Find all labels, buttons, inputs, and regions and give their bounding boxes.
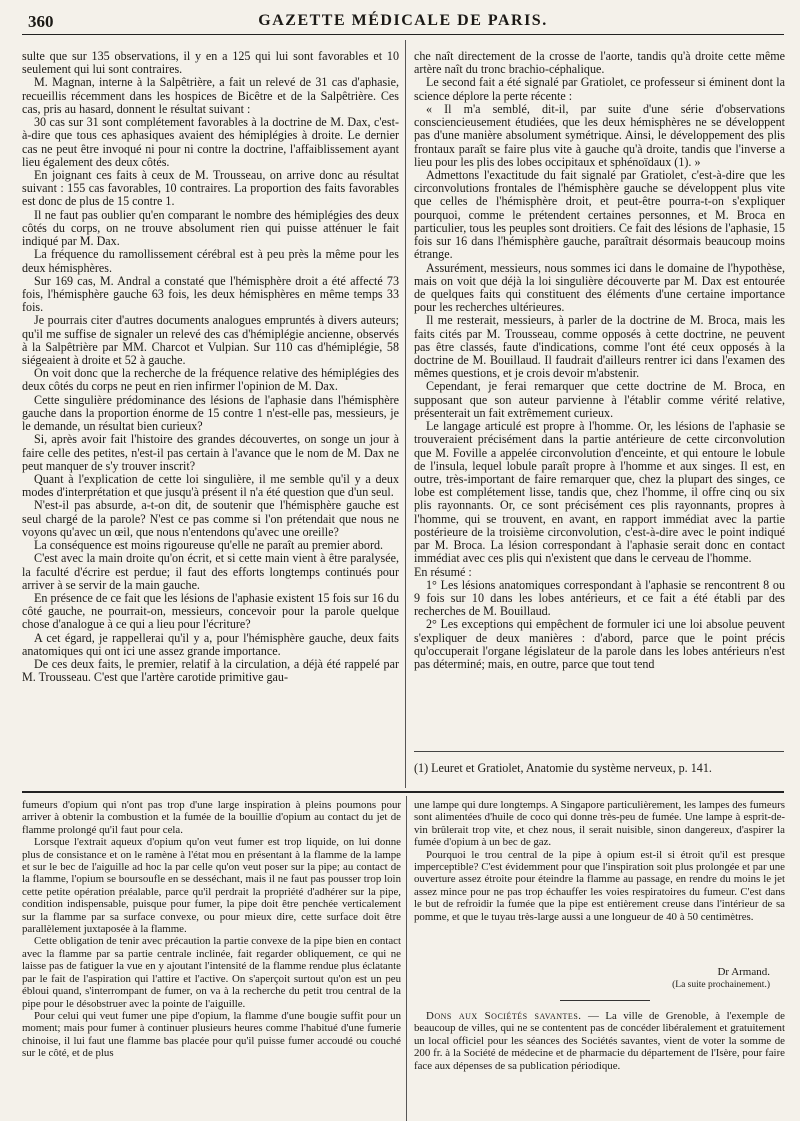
paragraph: Quant à l'explication de cette loi singulière, il me semble qu'il y a deux modes d'interprétation et que jusqu'à présent il n'a été question que d'un seul. xyxy=(22,472,399,500)
paragraph: M. Magnan, interne à la Salpêtrière, a fait un relevé de 31 cas d'aphasie, recueillis récemment dans les hospices de Bicêtre et de la Salpêtrière. Ces cas, pris au hasard, donnent le résultat suivant : xyxy=(22,75,399,116)
paragraph: Admettons l'exactitude du fait signalé par Gratiolet, c'est-à-dire que les circonvolutions frontales de l'hémisphère gauche se développent plus vite que celles de l'hémisphère droit, et peut-être pourra-t-on s'expliquer pourquoi, comme le prétendent certaines personnes, et M. Broca en particulier, tous les peuples sont droitiers. Ce fait des lésions de l'aphasie, 15 fois sur 16 dans l'hémisphère gauche, paraîtrait désormais beaucoup moins étrange. xyxy=(414,167,785,262)
lower-right-column xyxy=(414,799,785,979)
paragraph: En résumé : xyxy=(414,564,472,579)
lower-left-column xyxy=(22,799,401,1121)
paragraph: sulte que sur 135 observations, il y en a 125 qui lui sont favorables et 10 seulement qui lui sont contraires. xyxy=(22,50,399,77)
paragraph: En joignant ces faits à ceux de M. Trousseau, on arrive donc au résultat suivant : 155 cas favorables, 10 contraires. La proportion des faits favorables est donc de plus de 15 contre 1. xyxy=(22,167,399,209)
paragraph: Cette obligation de tenir avec précaution la partie convexe de la pipe bien en contact avec la flamme par sa partie centrale inclinée, fait regarder obliquement, ce qui ne laisse pas de fatiguer la vue en y ajoutant l'intensité de la flamme rendue plus éclatante par le fait de l'aspiration qui l'attire et l'active. On s'aperçoit surtout qu'on est un peu ébloui quand, s'interrompant de fumer, on va à la recherche du petit trou central de la pipe pour le désobstruer avec la pointe de l'aiguille. xyxy=(22,935,401,1010)
page-header xyxy=(22,12,784,35)
paragraph: En présence de ce fait que les lésions de l'aphasie existent 15 fois sur 16 du côté gauche, ne pourrait-on, messieurs, concevoir pour la parole quelque chose d'analogue à ce qui a lieu pour l'écriture? xyxy=(22,590,399,632)
paragraph: De ces deux faits, le premier, relatif à la circulation, a déjà été rappelé par M. Trousseau. C'est que l'artère carotide primitive gau- xyxy=(22,657,399,685)
page-number: 360 xyxy=(28,12,54,31)
paragraph: Si, après avoir fait l'histoire des grandes découvertes, on songe un jour à faire celle des petites, n'est-il pas certain à l'avance que le nom de M. Dax ne peut manquer de s'y trouver inscrit? xyxy=(22,432,399,473)
paragraph: Pourquoi le trou central de la pipe à opium est-il si étroit qu'il est presque imperceptible? C'est évidemment pour que l'inspiration soit plus prolongée et par une ouverture assez étroite pour éteindre la flamme au passage, en rendre du moins le jet assez mince pour ne pas trop échauffer les voies respiratoires du fumeur. C'est dans le but de refroidir la fumée que la pipe est entièrement creuse dans l'intérieur de sa pomme, et que le tuyau très-large aussi a une longueur de 40 à 50 centimètres. xyxy=(414,848,785,923)
paragraph: 30 cas sur 31 sont complétement favorables à la doctrine de M. Dax, c'est-à-dire que tous ces aphasiques avaient des hémiplégies à droite. Le dernier cas ne peut être invoqué ni pour ni contre la doctrine, l'affaiblissement ayant lieu également des deux côtés. xyxy=(22,115,399,169)
notice-paragraph xyxy=(414,1010,785,1072)
paragraph: Il ne faut pas oublier qu'en comparant le nombre des hémiplégies des deux côtés du corps, on ne trouve absolument rien qui puisse atténuer le fait indiqué par M. Dax. xyxy=(22,207,399,249)
section-rule xyxy=(22,791,784,793)
paragraph: Le langage articulé est propre à l'homme. Or, les lésions de l'aphasie se trouveraient précisément dans la partie antérieure de cette circonvolution que M. Foville a appelée circonvolution d'enceinte, et qui entoure le lobule de l'insula, lequel lobule paraît propre à l'homme et aux singes. Il est, en outre, très-important de faire remarquer que, chez la plupart des singes, ce lobe est complétement lisse, tandis que, chez l'homme, il offre cinq ou six plis rayonnants. Or, ce sont précisément ces plis rayonnants, propres à l'homme, qui se trouvent, en avant, en rapport immédiat avec la partie postérieure de la troisième circonvolution, c'est-à-dire avec le point indiqué par M. Broca. La lésion correspondant à l'aphasie serait donc en contact immédiat avec ces plis qui n'existent que dans le cerveau de l'homme. xyxy=(414,419,785,566)
paragraph: Cependant, je ferai remarquer que cette doctrine de M. Broca, en supposant que son auteur parvienne à l'établir comme vérité relative, présenterait un fait extrêmement curieux. xyxy=(414,379,785,420)
upper-right-column xyxy=(414,50,785,750)
paragraph: A cet égard, je rappellerai qu'il y a, pour l'hémisphère gauche, deux faits anatomiques qui ont ici une assez grande importance. xyxy=(22,630,399,658)
column-divider xyxy=(406,796,407,1121)
paragraph: On voit donc que la recherche de la fréquence relative des hémiplégies des deux côtés du corps ne peut en rien infirmer l'opinion de M. Dax. xyxy=(22,366,399,394)
paragraph: 2° Les exceptions qui empêchent de formuler ici une loi absolue peuvent s'expliquer de deux manières : d'abord, parce que le point précis qu'occuperait l'organe législateur de la parole dans les lobes antérieurs n'est pas déterminé; mais, en outre, parce que tout tend xyxy=(414,617,785,672)
paragraph: 1° Les lésions anatomiques correspondant à l'aphasie se rencontrent 8 ou 9 fois sur 10 dans les lobes antérieurs, et ce fait a été établi par des recherches de M. Bouillaud. xyxy=(414,577,785,619)
paragraph: fumeurs d'opium qui n'ont pas trop d'une large inspiration à pleins poumons pour arriver à obtenir la combustion et la fumée de la bouillie d'opium au contact du jet de flamme prolongé qu'il faut pour cela. xyxy=(22,799,401,836)
footnote-rule xyxy=(414,751,784,752)
paragraph: Pour celui qui veut fumer une pipe d'opium, la flamme d'une bougie suffit pour un moment; mais pour fumer à continuer plusieurs heures comme l'habitué d'une fumerie chinoise, il lui faut une flamme bas placée pour qu'il puisse fumer accoudé ou couché sur le côté, et de plus xyxy=(22,1009,401,1060)
paragraph: Assurément, messieurs, nous sommes ici dans le domaine de l'hypothèse, mais on voit que déjà la loi singulière découverte par M. Dax est entourée de quelques faits qui constituent des éléments d'une certaine importance pour les recherches ultérieures. xyxy=(414,260,785,315)
paragraph: Il me resterait, messieurs, à parler de la doctrine de M. Broca, mais les faits cités par M. Trousseau, comme opposés à cette doctrine, ne peuvent pas être classés, faute d'indications, comme l'ont été ceux opposés à la doctrine de M. Bouillaud. Il faudrait d'ailleurs rentrer ici dans l'examen des mêmes questions, et je crois devoir m'abstenir. xyxy=(414,313,785,381)
paragraph: N'est-il pas absurde, a-t-on dit, de soutenir que l'hémisphère gauche est seul chargé de la parole? N'est ce pas comme si l'on prétendait que nous ne voyons qu'avec un œil, que nous n'entendons qu'avec une oreille? xyxy=(22,498,399,539)
paragraph: Je pourrais citer d'autres documents analogues empruntés à divers auteurs; qu'il me suffise de signaler un relevé des cas d'hémiplégie ancienne, observés à la Salpêtrière par MM. Charcot et Vulpian. Sur 110 cas d'hémiplégie, 58 siégeaient à droite et 52 à gauche. xyxy=(22,313,399,368)
author-signature: Dr Armand. xyxy=(717,966,770,978)
paragraph: che naît directement de la crosse de l'aorte, tandis qu'à droite cette même artère naît du tronc brachio-céphalique. xyxy=(414,50,785,77)
paragraph: Lorsque l'extrait aqueux d'opium qu'on veut fumer est trop liquide, on lui donne plus de consistance et on le ramène à l'état mou en présentant à la flamme de la lampe et sur le bec de l'aiguille ad hoc la par celle qu'on veut poser sur la pipe; au contact de la flamme, l'opium se boursoufle en se desséchant, mais il ne faut pas pousser trop loin cette petite opération préalable, parce qu'il perdrait la propriété d'adhérer sur la pipe, condition indispensable, puisque pour fumer, la pipe doit être penchée verticalement sur la flamme par sa surface convexe, ou pour mieux dire, cette surface doit être parallèlement juxtaposée à la flamme. xyxy=(22,836,401,936)
paragraph: C'est avec la main droite qu'on écrit, et si cette main vient à être paralysée, la faculté d'écrire est perdue; il faut des efforts longtemps continués pour arriver à se servir de la main gauche. xyxy=(22,551,399,592)
notice-label: Dons aux Sociétés savantes. xyxy=(426,1010,582,1022)
upper-left-column xyxy=(22,50,399,790)
paragraph: une lampe qui dure longtemps. A Singapore particulièrement, les lampes des fumeurs sont alimentées d'huile de coco qui donne très-peu de fumée. Une lampe à esprit-de-vin brûlerait trop vite, et chez nous, il serait nuisible, sinon dangereux, d'aspirer la fumée d'opium à un bec de gaz. xyxy=(414,799,785,849)
continuation-note: (La suite prochainement.) xyxy=(672,980,770,990)
paragraph: Cette singulière prédominance des lésions de l'aphasie dans l'hémisphère gauche dans la proportion énorme de 15 contre 1 n'est-elle pas, messieurs, je le demande, un résultat bien curieux? xyxy=(22,392,399,434)
short-rule xyxy=(560,1000,650,1001)
journal-title: GAZETTE MÉDICALE DE PARIS. xyxy=(258,12,548,29)
news-notice xyxy=(414,1010,785,1120)
column-divider xyxy=(405,40,406,788)
notice-text: — La ville de Grenoble, à l'exemple de beaucoup de villes, qui ne se contentent pas de concéder libéralement et gratuitement un local officiel pour les séances des Sociétés savantes, vient de voter la somme de 200 fr. à la Société de médecine et de pharmacie du département de l'Isère, pour faire face aux dépenses de sa publication périodique. xyxy=(414,1010,785,1072)
paragraph: « Il m'a semblé, dit-il, par suite d'une série d'observations consciencieusement étudiées, que les deux hémisphères ne se développent pas d'une manière absolument symétrique. Ainsi, le développement des plis frontaux paraît se faire plus vite à gauche qu'à droite, tandis que l'inverse a lieu pour les plis des lobes occipitaux et sphénoïdaux (1). » xyxy=(414,101,785,169)
paragraph: La conséquence est moins rigoureuse qu'elle ne paraît au premier abord. xyxy=(34,538,384,553)
paragraph: Sur 169 cas, M. Andral a constaté que l'hémisphère droit a été affecté 73 fois, l'hémisphère gauche 63 fois, les deux hémisphères en même temps 33 fois. xyxy=(22,273,399,315)
paragraph: Le second fait a été signalé par Gratiolet, ce professeur si éminent dont la science déplore la perte récente : xyxy=(414,75,785,103)
footnote: (1) Leuret et Gratiolet, Anatomie du système nerveux, p. 141. xyxy=(414,761,712,775)
paragraph: La fréquence du ramollissement cérébral est à peu près la même pour les deux hémisphères. xyxy=(22,247,399,275)
